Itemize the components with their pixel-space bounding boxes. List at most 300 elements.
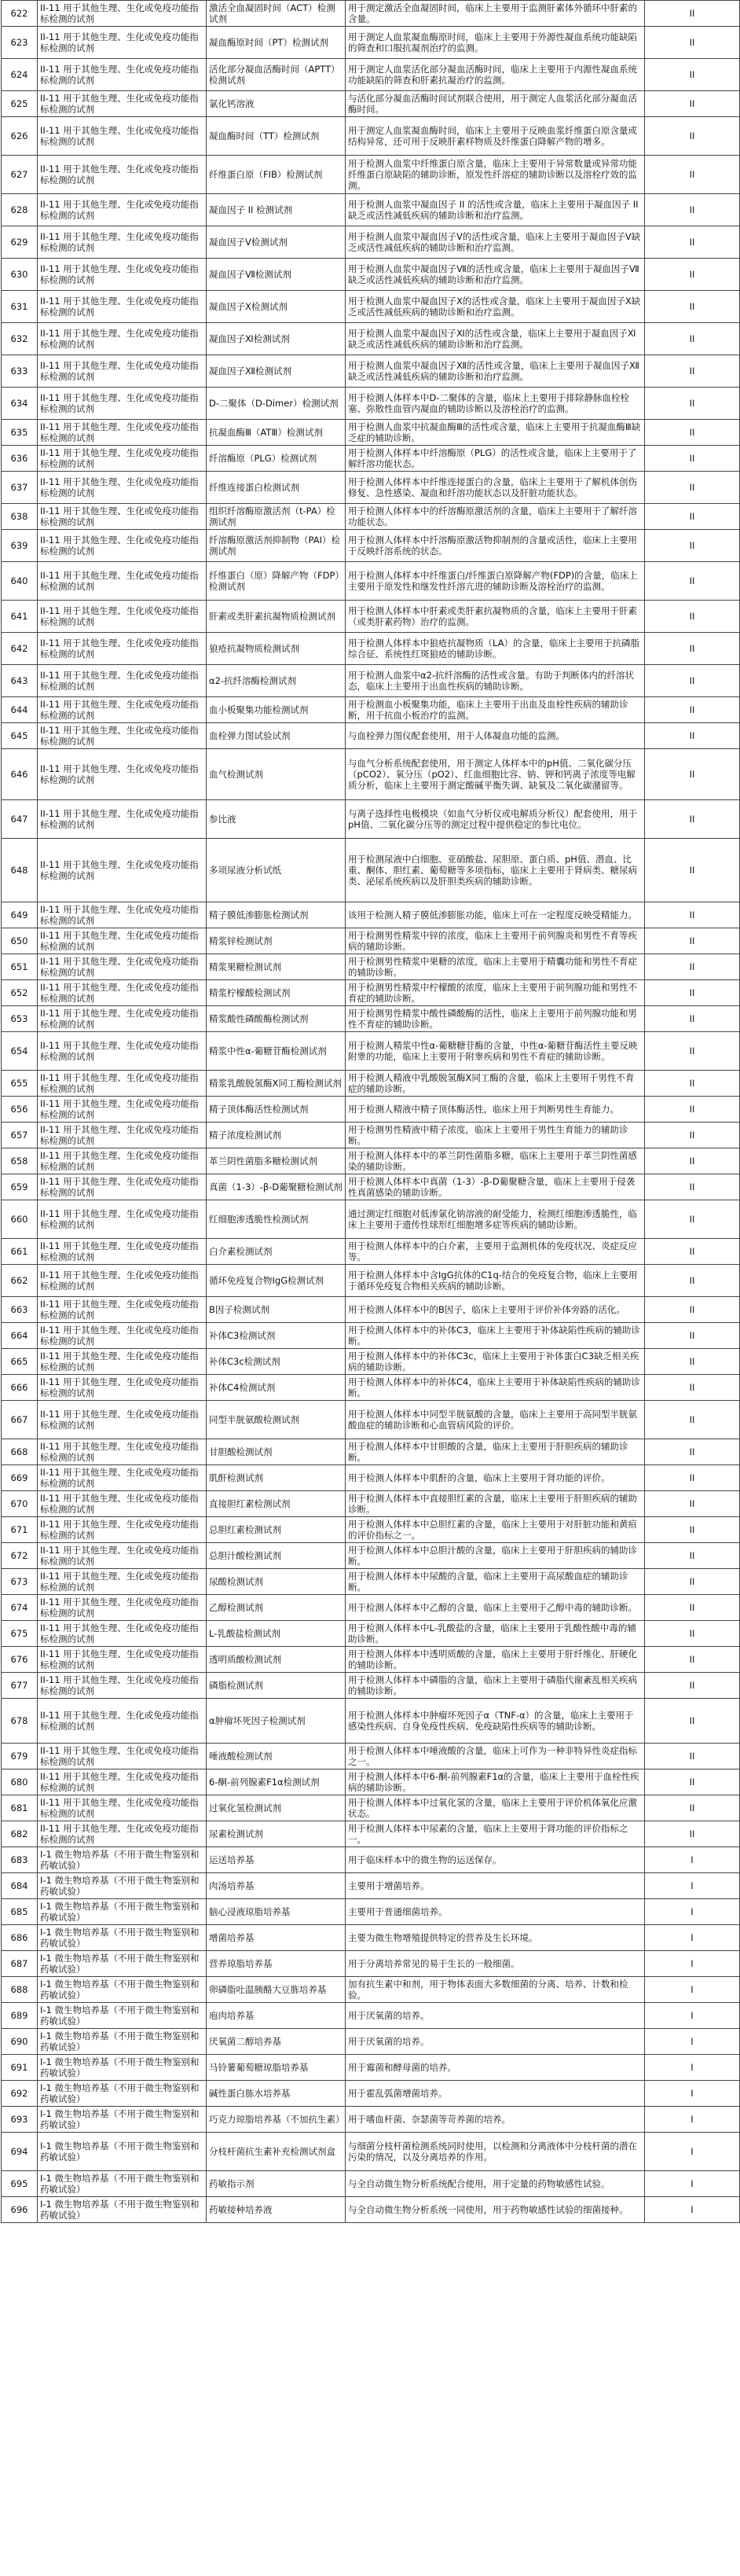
table-row	[2, 259, 740, 291]
product-name-cell: 纤溶酶原（PLG）检测试剂	[207, 446, 346, 472]
product-name-cell: 补体C3检测试剂	[207, 1323, 346, 1349]
category-cell: II-11 用于其他生理、生化或免疫功能指标检测的试剂	[38, 800, 207, 839]
product-name-cell: 透明质酸检测试剂	[207, 1647, 346, 1673]
row-number: 652	[2, 980, 38, 1006]
category-cell: II-11 用于其他生理、生化或免疫功能指标检测的试剂	[38, 420, 207, 446]
intended-use-cell: 用于检测人体样本中尿素的含量，临床上主要用于肾功能的评价指标之一。	[346, 1821, 645, 1847]
intended-use-cell: 用于检测人血浆中抗凝血酶Ⅲ的活性或含量，临床上主要用于抗凝血酶Ⅲ缺乏症的辅助诊断。	[346, 420, 645, 446]
row-number: 656	[2, 1097, 38, 1123]
table-row	[2, 1006, 740, 1032]
product-name-cell: 参比液	[207, 800, 346, 839]
product-name-cell: 尿素检测试剂	[207, 1821, 346, 1847]
intended-use-cell: 用于检测人体样本中的B因子，临床上主要用于评价补体旁路的活化。	[346, 1297, 645, 1323]
class-cell: II	[645, 472, 740, 504]
row-number: 626	[2, 117, 38, 156]
category-cell: II-11 用于其他生理、生化或免疫功能指标检测的试剂	[38, 1239, 207, 1265]
product-name-cell: 革兰阴性菌脂多糖检测试剂	[207, 1148, 346, 1174]
product-name-cell: 精浆锌检测试剂	[207, 928, 346, 954]
class-cell: II	[645, 27, 740, 59]
table-row	[2, 1595, 740, 1621]
product-name-cell: 碱性蛋白胨水培养基	[207, 2081, 346, 2107]
product-name-cell: 厌氧菌二醇培养基	[207, 2029, 346, 2055]
intended-use-cell: 用于分离培养常见的易于生长的一般细菌。	[346, 1951, 645, 1977]
table-row	[2, 1543, 740, 1569]
category-cell: I-1 微生物培养基（不用于微生物鉴别和药敏试验）	[38, 2029, 207, 2055]
row-number: 647	[2, 800, 38, 839]
category-cell: II-11 用于其他生理、生化或免疫功能指标检测的试剂	[38, 1673, 207, 1699]
class-cell: II	[645, 1699, 740, 1744]
product-name-cell: 精浆乳酸脱氢酶X同工酶检测试剂	[207, 1071, 346, 1097]
class-cell: II	[645, 1543, 740, 1569]
row-number: 638	[2, 504, 38, 530]
class-cell: II	[645, 156, 740, 194]
product-name-cell: 药敏指示剂	[207, 2171, 346, 2197]
table-row	[2, 954, 740, 980]
table-row	[2, 2055, 740, 2081]
table-row	[2, 446, 740, 472]
intended-use-cell: 用于检测人体样本中直接胆红素的含量，临床上主要用于肝胆疾病的辅助诊断。	[346, 1491, 645, 1517]
row-number: 677	[2, 1673, 38, 1699]
product-name-cell: 凝血因子Ⅴ检测试剂	[207, 226, 346, 259]
class-cell: II	[645, 194, 740, 226]
row-number: 667	[2, 1401, 38, 1439]
category-cell: II-11 用于其他生理、生化或免疫功能指标检测的试剂	[38, 259, 207, 291]
intended-use-cell: 用于检测人体样本中的补体C4，临床上主要用于补体缺陷性疾病的辅助诊断。	[346, 1375, 645, 1401]
category-cell: II-11 用于其他生理、生化或免疫功能指标检测的试剂	[38, 1621, 207, 1647]
intended-use-cell: 用于检测人体样本中乙醇的含量，临床上主要用于乙醇中毒的辅助诊断。	[346, 1595, 645, 1621]
table-row	[2, 2003, 740, 2029]
intended-use-cell: 用于霍乱弧菌增菌培养。	[346, 2081, 645, 2107]
class-cell: II	[645, 1148, 740, 1174]
intended-use-cell: 用于检测人精液中精子顶体酶活性，临床上用于判断男性生育能力。	[346, 1097, 645, 1123]
intended-use-cell: 用于厌氧菌的培养。	[346, 2029, 645, 2055]
class-cell: II	[645, 1265, 740, 1297]
class-cell: II	[645, 1401, 740, 1439]
product-name-cell: 活化部分凝血活酶时间（APTT）检测试剂	[207, 59, 346, 91]
table-row	[2, 1200, 740, 1239]
table-row	[2, 1925, 740, 1951]
category-cell: II-11 用于其他生理、生化或免疫功能指标检测的试剂	[38, 27, 207, 59]
row-number: 651	[2, 954, 38, 980]
intended-use-cell: 用于检测人精浆中性α-葡糖糖苷酶的含量，中性α-葡糖苷酶活性主要反映附睾的功能，临床上主要用于附睾疾病和男性不育症的辅助诊断。	[346, 1032, 645, 1071]
category-cell: I-1 微生物培养基（不用于微生物鉴别和药敏试验）	[38, 2133, 207, 2171]
row-number: 643	[2, 665, 38, 697]
table-row	[2, 902, 740, 928]
row-number: 648	[2, 839, 38, 902]
table-row	[2, 1795, 740, 1821]
table-row	[2, 1517, 740, 1543]
intended-use-cell: 用于检测人体样本中总胆汁酸的含量，临床上主要用于肝胆疾病的辅助诊断。	[346, 1543, 645, 1569]
intended-use-cell: 主要为微生物增殖提供特定的营养及生长环境。	[346, 1925, 645, 1951]
class-cell: II	[645, 420, 740, 446]
class-cell: II	[645, 697, 740, 723]
table-row	[2, 291, 740, 323]
intended-use-cell: 用于检测人体样本中的白介素，主要用于监测机体的免疫状况、炎症反应等。	[346, 1239, 645, 1265]
intended-use-cell: 用于检测人体样本中肝素或类肝素抗凝物质的含量，临床上主要用于肝素（或类肝素药物）治疗的监测。	[346, 601, 645, 633]
category-cell: II-11 用于其他生理、生化或免疫功能指标检测的试剂	[38, 1, 207, 27]
class-cell: II	[645, 1621, 740, 1647]
intended-use-cell: 用于检测人体样本中肌酐的含量，临床上主要用于肾功能的评价。	[346, 1465, 645, 1491]
intended-use-cell: 用于检测人体样本中6-酮-前列腺素F1α的含量，临床上主要用于血栓性疾病的辅助诊断。	[346, 1769, 645, 1795]
category-cell: II-11 用于其他生理、生化或免疫功能指标检测的试剂	[38, 323, 207, 355]
table-row	[2, 1951, 740, 1977]
category-cell: II-11 用于其他生理、生化或免疫功能指标检测的试剂	[38, 1595, 207, 1621]
product-name-cell: 红细胞渗透脆性检测试剂	[207, 1200, 346, 1239]
product-name-cell: 肝素或类肝素抗凝物质检测试剂	[207, 601, 346, 633]
product-name-cell: 精浆中性α-葡糖苷酶检测试剂	[207, 1032, 346, 1071]
intended-use-cell: 与细菌分枝杆菌检测系统同时使用，以检测和分离液体中分枝杆菌的潜在污染的情况，以及分离培养的作用。	[346, 2133, 645, 2171]
category-cell: II-11 用于其他生理、生化或免疫功能指标检测的试剂	[38, 601, 207, 633]
category-cell: II-11 用于其他生理、生化或免疫功能指标检测的试剂	[38, 980, 207, 1006]
row-number: 685	[2, 1899, 38, 1925]
class-cell: II	[645, 1465, 740, 1491]
table-row	[2, 2107, 740, 2133]
row-number: 689	[2, 2003, 38, 2029]
category-cell: II-11 用于其他生理、生化或免疫功能指标检测的试剂	[38, 91, 207, 117]
intended-use-cell: 用于检测人体样本中的革兰阴性菌脂多糖，临床上主要用于革兰阴性菌感染的辅助诊断。	[346, 1148, 645, 1174]
table-row	[2, 117, 740, 156]
category-cell: II-11 用于其他生理、生化或免疫功能指标检测的试剂	[38, 1349, 207, 1375]
table-row	[2, 1123, 740, 1148]
intended-use-cell: 用于检测人血浆中凝血因子Ⅻ的活性或含量，临床上主要用于凝血因子Ⅻ缺乏或活性减低疾病的辅助诊断和治疗监测。	[346, 355, 645, 388]
row-number: 632	[2, 323, 38, 355]
category-cell: I-1 微生物培养基（不用于微生物鉴别和药敏试验）	[38, 2081, 207, 2107]
class-cell: II	[645, 1239, 740, 1265]
category-cell: II-11 用于其他生理、生化或免疫功能指标检测的试剂	[38, 156, 207, 194]
row-number: 655	[2, 1071, 38, 1097]
category-cell: I-1 微生物培养基（不用于微生物鉴别和药敏试验）	[38, 1951, 207, 1977]
table-row	[2, 59, 740, 91]
class-cell: II	[645, 1673, 740, 1699]
intended-use-cell: 用于检测人体样本中透明质酸的含量，临床上主要用于肝纤维化、肝硬化的辅助诊断。	[346, 1647, 645, 1673]
class-cell: II	[645, 839, 740, 902]
table-row	[2, 1, 740, 27]
product-name-cell: 增菌培养基	[207, 1925, 346, 1951]
table-row	[2, 1699, 740, 1744]
category-cell: I-1 微生物培养基（不用于微生物鉴别和药敏试验）	[38, 2171, 207, 2197]
row-number: 627	[2, 156, 38, 194]
row-number: 684	[2, 1873, 38, 1899]
intended-use-cell: 用于检测人体样本中D-二聚体的含量，临床上主要用于排除静脉血栓栓塞、弥散性血管内凝血的辅助诊断以及溶栓治疗的监测。	[346, 388, 645, 420]
intended-use-cell: 用于检测人血浆中凝血因子Ⅴ的活性或含量，临床上主要用于凝血因子Ⅴ缺乏或活性减低疾病的辅助诊断和治疗监测。	[346, 226, 645, 259]
table-row	[2, 723, 740, 749]
category-cell: II-11 用于其他生理、生化或免疫功能指标检测的试剂	[38, 1006, 207, 1032]
intended-use-cell: 用于检测人体样本中L-乳酸盐的含量，临床上主要用于乳酸性酸中毒的辅助诊断。	[346, 1621, 645, 1647]
product-name-cell: B因子检测试剂	[207, 1297, 346, 1323]
product-name-cell: 直接胆红素检测试剂	[207, 1491, 346, 1517]
row-number: 690	[2, 2029, 38, 2055]
row-number: 692	[2, 2081, 38, 2107]
table-row	[2, 355, 740, 388]
class-cell: II	[645, 562, 740, 601]
row-number: 671	[2, 1517, 38, 1543]
class-cell: II	[645, 601, 740, 633]
category-cell: I-1 微生物培养基（不用于微生物鉴别和药敏试验）	[38, 1899, 207, 1925]
class-cell: II	[645, 1375, 740, 1401]
table-row	[2, 226, 740, 259]
product-name-cell: 纤维蛋白原（FIB）检测试剂	[207, 156, 346, 194]
product-name-cell: 凝血因子Ⅹ检测试剂	[207, 291, 346, 323]
class-cell: I	[645, 2003, 740, 2029]
table-row	[2, 194, 740, 226]
class-cell: I	[645, 2055, 740, 2081]
category-cell: II-11 用于其他生理、生化或免疫功能指标检测的试剂	[38, 1401, 207, 1439]
intended-use-cell: 用于检测人体样本中肿瘤坏死因子α（TNF-α）的含量，临床上主要用于感染性疾病、自身免疫性疾病、免疫缺陷性疾病等的辅助诊断。	[346, 1699, 645, 1744]
category-cell: II-11 用于其他生理、生化或免疫功能指标检测的试剂	[38, 697, 207, 723]
category-cell: II-11 用于其他生理、生化或免疫功能指标检测的试剂	[38, 388, 207, 420]
row-number: 654	[2, 1032, 38, 1071]
category-cell: II-11 用于其他生理、生化或免疫功能指标检测的试剂	[38, 1517, 207, 1543]
table-row	[2, 749, 740, 800]
table-row	[2, 1647, 740, 1673]
row-number: 691	[2, 2055, 38, 2081]
table-row	[2, 1744, 740, 1769]
class-cell: II	[645, 1795, 740, 1821]
product-name-cell: 营养琼脂培养基	[207, 1951, 346, 1977]
row-number: 686	[2, 1925, 38, 1951]
row-number: 674	[2, 1595, 38, 1621]
table-row	[2, 980, 740, 1006]
table-row	[2, 2171, 740, 2197]
row-number: 635	[2, 420, 38, 446]
intended-use-cell: 用于检测人体样本中过氧化氢的含量，临床上主要用于评价机体氧化应激状态。	[346, 1795, 645, 1821]
class-cell: II	[645, 59, 740, 91]
product-name-cell: 药敏接种培养液	[207, 2197, 346, 2223]
class-cell: II	[645, 800, 740, 839]
category-cell: II-11 用于其他生理、生化或免疫功能指标检测的试剂	[38, 1097, 207, 1123]
product-name-cell: 尿酸检测试剂	[207, 1569, 346, 1595]
row-number: 645	[2, 723, 38, 749]
category-cell: II-11 用于其他生理、生化或免疫功能指标检测的试剂	[38, 1744, 207, 1769]
intended-use-cell: 用于检测人血浆中凝血因子Ⅺ的活性或含量，临床上主要用于凝血因子Ⅺ缺乏或活性减低疾病的辅助诊断和治疗监测。	[346, 323, 645, 355]
class-cell: II	[645, 291, 740, 323]
intended-use-cell: 用于检测人体样本中狼疮抗凝物质（LA）的含量，临床上主要用于抗磷脂综合征、系统性红斑狼疮的辅助诊断。	[346, 633, 645, 665]
product-name-cell: 甘胆酸检测试剂	[207, 1439, 346, 1465]
row-number: 666	[2, 1375, 38, 1401]
table-row	[2, 1239, 740, 1265]
row-number: 633	[2, 355, 38, 388]
class-cell: II	[645, 504, 740, 530]
category-cell: I-1 微生物培养基（不用于微生物鉴别和药敏试验）	[38, 1847, 207, 1873]
category-cell: II-11 用于其他生理、生化或免疫功能指标检测的试剂	[38, 749, 207, 800]
category-cell: I-1 微生物培养基（不用于微生物鉴别和药敏试验）	[38, 2055, 207, 2081]
product-name-cell: 卵磷脂吐温胰酪大豆胨培养基	[207, 1977, 346, 2003]
product-name-cell: 磷脂检测试剂	[207, 1673, 346, 1699]
category-cell: II-11 用于其他生理、生化或免疫功能指标检测的试剂	[38, 1265, 207, 1297]
row-number: 696	[2, 2197, 38, 2223]
row-number: 660	[2, 1200, 38, 1239]
category-cell: II-11 用于其他生理、生化或免疫功能指标检测的试剂	[38, 1699, 207, 1744]
row-number: 637	[2, 472, 38, 504]
category-cell: II-11 用于其他生理、生化或免疫功能指标检测的试剂	[38, 1297, 207, 1323]
category-cell: II-11 用于其他生理、生化或免疫功能指标检测的试剂	[38, 954, 207, 980]
product-name-cell: 唾液酸检测试剂	[207, 1744, 346, 1769]
intended-use-cell: 用于检测人血浆中凝血因子Ⅹ的活性或含量，临床上主要用于凝血因子Ⅹ缺乏或活性减低疾病的辅助诊断和治疗监测。	[346, 291, 645, 323]
category-cell: I-1 微生物培养基（不用于微生物鉴别和药敏试验）	[38, 1925, 207, 1951]
row-number: 669	[2, 1465, 38, 1491]
intended-use-cell: 用于测定激活全血凝固时间，临床上主要用于监测肝素体外循环中肝素的含量。	[346, 1, 645, 27]
row-number: 678	[2, 1699, 38, 1744]
intended-use-cell: 用于测定人血浆活化部分凝血活酶时间，临床上主要用于内源性凝血系统功能缺陷的筛查和肝素抗凝治疗的监测。	[346, 59, 645, 91]
intended-use-cell: 用于检测人体样本中的补体C3c，临床上主要用于补体蛋白C3缺乏相关疾病的辅助诊断。	[346, 1349, 645, 1375]
table-row	[2, 504, 740, 530]
intended-use-cell: 用于检测人血浆中纤维蛋白原含量，临床上主要用于异常数量或异常功能纤维蛋白原缺陷的辅助诊断，原发性纤溶症的辅助诊断以及溶栓疗效的监测。	[346, 156, 645, 194]
product-name-cell: 肉汤培养基	[207, 1873, 346, 1899]
table-row	[2, 1297, 740, 1323]
table-body	[2, 1, 740, 2223]
row-number: 663	[2, 1297, 38, 1323]
class-cell: II	[645, 1569, 740, 1595]
category-cell: I-1 微生物培养基（不用于微生物鉴别和药敏试验）	[38, 1977, 207, 2003]
intended-use-cell: 用于临床样本中的微生物的运送保存。	[346, 1847, 645, 1873]
row-number: 673	[2, 1569, 38, 1595]
product-name-cell: 同型半胱氨酸检测试剂	[207, 1401, 346, 1439]
category-cell: II-11 用于其他生理、生化或免疫功能指标检测的试剂	[38, 1200, 207, 1239]
table-row	[2, 1769, 740, 1795]
table-row	[2, 1323, 740, 1349]
category-cell: I-1 微生物培养基（不用于微生物鉴别和药敏试验）	[38, 2107, 207, 2133]
product-name-cell: 过氧化氢检测试剂	[207, 1795, 346, 1821]
intended-use-cell: 用于检测人体样本中总胆红素的含量，临床上主要用于对肝脏功能和黄疸的评价指标之一。	[346, 1517, 645, 1543]
class-cell: II	[645, 355, 740, 388]
row-number: 672	[2, 1543, 38, 1569]
intended-use-cell: 用于检测人体样本中唾液酸的含量，临床上可作为一种非特异性炎症指标之一。	[346, 1744, 645, 1769]
row-number: 639	[2, 530, 38, 562]
intended-use-cell: 用于检测人体样本中甘胆酸的含量，临床上主要用于肝胆疾病的辅助诊断。	[346, 1439, 645, 1465]
product-name-cell: 纤维连接蛋白检测试剂	[207, 472, 346, 504]
intended-use-cell: 用于检测男性精浆中果糖的浓度，临床上主要用于精囊功能和男性不育症的辅助诊断。	[346, 954, 645, 980]
row-number: 629	[2, 226, 38, 259]
product-name-cell: 总胆红素检测试剂	[207, 1517, 346, 1543]
category-cell: II-11 用于其他生理、生化或免疫功能指标检测的试剂	[38, 928, 207, 954]
category-cell: II-11 用于其他生理、生化或免疫功能指标检测的试剂	[38, 117, 207, 156]
table-row	[2, 697, 740, 723]
product-name-cell: 纤溶酶原激活剂抑制物（PAI）检测试剂	[207, 530, 346, 562]
intended-use-cell: 与血栓弹力图仪配套使用，用于人体凝血功能的监测。	[346, 723, 645, 749]
intended-use-cell: 与活化部分凝血活酶时间试剂联合使用，用于测定人血浆活化部分凝血活酶时间。	[346, 91, 645, 117]
intended-use-cell: 用于检测人体样本中含IgG抗体的C1q-结合的免疫复合物，临床上主要用于循环免疫复合物相关疾病的辅助诊断。	[346, 1265, 645, 1297]
class-cell: II	[645, 1491, 740, 1517]
product-name-cell: 激活全血凝固时间（ACT）检测试剂	[207, 1, 346, 27]
product-name-cell: 凝血因子 II 检测试剂	[207, 194, 346, 226]
category-cell: II-11 用于其他生理、生化或免疫功能指标检测的试剂	[38, 1375, 207, 1401]
row-number: 634	[2, 388, 38, 420]
intended-use-cell: 加有抗生素中和剂，用于物体表面大多数细菌的分离、培养、计数和检验。	[346, 1977, 645, 2003]
table-row	[2, 27, 740, 59]
class-cell: II	[645, 1032, 740, 1071]
class-cell: II	[645, 1647, 740, 1673]
intended-use-cell: 主要用于增菌培养。	[346, 1873, 645, 1899]
row-number: 653	[2, 1006, 38, 1032]
product-name-cell: 乙醇检测试剂	[207, 1595, 346, 1621]
intended-use-cell: 用于检测人血浆中α2-抗纤溶酶的活性或含量。有助于判断体内的纤溶状态，临床上主要用于出血性疾病的辅助诊断。	[346, 665, 645, 697]
category-cell: II-11 用于其他生理、生化或免疫功能指标检测的试剂	[38, 1148, 207, 1174]
product-name-cell: 精子浓度检测试剂	[207, 1123, 346, 1148]
intended-use-cell: 用于检测人血浆中凝血因子 II 的活性或含量，临床上主要用于凝血因子 II 缺乏或活性减低疾病的辅助诊断和治疗监测。	[346, 194, 645, 226]
row-number: 658	[2, 1148, 38, 1174]
intended-use-cell: 与血气分析系统配套使用，用于测定人体样本中的pH值、二氧化碳分压（pCO2）、氧分压（pO2）、红血细胞比容、钠、钾和钙离子浓度等电解质分析，临床上主要用于测定酸碱平衡失调、缺氧及二氧化碳潴留等。	[346, 749, 645, 800]
class-cell: II	[645, 954, 740, 980]
intended-use-cell: 用于检测人体样本中纤维蛋白/纤维蛋白原降解产物(FDP)的含量，临床上主要用于原发性和继发性纤溶亢进的辅助诊断及溶栓治疗的监测。	[346, 562, 645, 601]
category-cell: II-11 用于其他生理、生化或免疫功能指标检测的试剂	[38, 723, 207, 749]
product-name-cell: 运送培养基	[207, 1847, 346, 1873]
category-cell: II-11 用于其他生理、生化或免疫功能指标检测的试剂	[38, 472, 207, 504]
intended-use-cell: 用于检测男性精浆中酸性磷酸酶的活性，临床上主要用于前列腺功能和男性不育症的辅助诊断。	[346, 1006, 645, 1032]
row-number: 681	[2, 1795, 38, 1821]
row-number: 649	[2, 902, 38, 928]
category-cell: II-11 用于其他生理、生化或免疫功能指标检测的试剂	[38, 1795, 207, 1821]
category-cell: II-11 用于其他生理、生化或免疫功能指标检测的试剂	[38, 1569, 207, 1595]
table-row	[2, 156, 740, 194]
table-row	[2, 562, 740, 601]
product-name-cell: L-乳酸盐检测试剂	[207, 1621, 346, 1647]
product-name-cell: 凝血酶时间（TT）检测试剂	[207, 117, 346, 156]
category-cell: II-11 用于其他生理、生化或免疫功能指标检测的试剂	[38, 1323, 207, 1349]
category-cell: II-11 用于其他生理、生化或免疫功能指标检测的试剂	[38, 59, 207, 91]
category-cell: II-11 用于其他生理、生化或免疫功能指标检测的试剂	[38, 504, 207, 530]
product-name-cell: 精子膜低渗膨胀检测试剂	[207, 902, 346, 928]
row-number: 646	[2, 749, 38, 800]
row-number: 680	[2, 1769, 38, 1795]
table-row	[2, 1569, 740, 1595]
table-row	[2, 800, 740, 839]
table-row	[2, 530, 740, 562]
table-row	[2, 1071, 740, 1097]
class-cell: II	[645, 1349, 740, 1375]
class-cell: II	[645, 1517, 740, 1543]
product-name-cell: 血气检测试剂	[207, 749, 346, 800]
category-cell: II-11 用于其他生理、生化或免疫功能指标检测的试剂	[38, 1821, 207, 1847]
product-name-cell: 脑心浸液琼脂培养基	[207, 1899, 346, 1925]
table-row	[2, 1673, 740, 1699]
table-row	[2, 1899, 740, 1925]
table-row	[2, 388, 740, 420]
category-cell: II-11 用于其他生理、生化或免疫功能指标检测的试剂	[38, 633, 207, 665]
intended-use-cell: 用于霉菌和酵母菌的培养。	[346, 2055, 645, 2081]
table-row	[2, 1873, 740, 1899]
category-cell: I-1 微生物培养基（不用于微生物鉴别和药敏试验）	[38, 2197, 207, 2223]
intended-use-cell: 用于嗜血杆菌、奈瑟菌等苛养菌的培养。	[346, 2107, 645, 2133]
class-cell: I	[645, 1977, 740, 2003]
intended-use-cell: 与全自动微生物分析系统一同使用，用于药物敏感性试验的细菌接种。	[346, 2197, 645, 2223]
intended-use-cell: 用于检测人体样本中的纤溶酶原激活剂的含量，临床上主要用于了解纤溶功能状态。	[346, 504, 645, 530]
row-number: 623	[2, 27, 38, 59]
table-row	[2, 1821, 740, 1847]
product-name-cell: D-二聚体（D-Dimer）检测试剂	[207, 388, 346, 420]
table-row	[2, 1401, 740, 1439]
class-cell: II	[645, 1744, 740, 1769]
class-cell: II	[645, 446, 740, 472]
class-cell: II	[645, 1821, 740, 1847]
product-name-cell: 肌酐检测试剂	[207, 1465, 346, 1491]
class-cell: II	[645, 1595, 740, 1621]
product-name-cell: 凝血因子Ⅻ检测试剂	[207, 355, 346, 388]
row-number: 687	[2, 1951, 38, 1977]
intended-use-cell: 用于检测男性精液中精子浓度，临床上主要用于男性生育能力的辅助诊断。	[346, 1123, 645, 1148]
product-name-cell: 精浆酸性磷酸酶检测试剂	[207, 1006, 346, 1032]
intended-use-cell: 用于检测血小板聚集功能，临床上主要用于出血及血栓性疾病的辅助诊断，用于抗血小板治疗的监测。	[346, 697, 645, 723]
row-number: 622	[2, 1, 38, 27]
class-cell: II	[645, 1200, 740, 1239]
table-row	[2, 323, 740, 355]
category-cell: II-11 用于其他生理、生化或免疫功能指标检测的试剂	[38, 1439, 207, 1465]
table-row	[2, 2197, 740, 2223]
row-number: 695	[2, 2171, 38, 2197]
table-row	[2, 2029, 740, 2055]
class-cell: II	[645, 1174, 740, 1200]
category-cell: I-1 微生物培养基（不用于微生物鉴别和药敏试验）	[38, 2003, 207, 2029]
category-cell: I-1 微生物培养基（不用于微生物鉴别和药敏试验）	[38, 1873, 207, 1899]
